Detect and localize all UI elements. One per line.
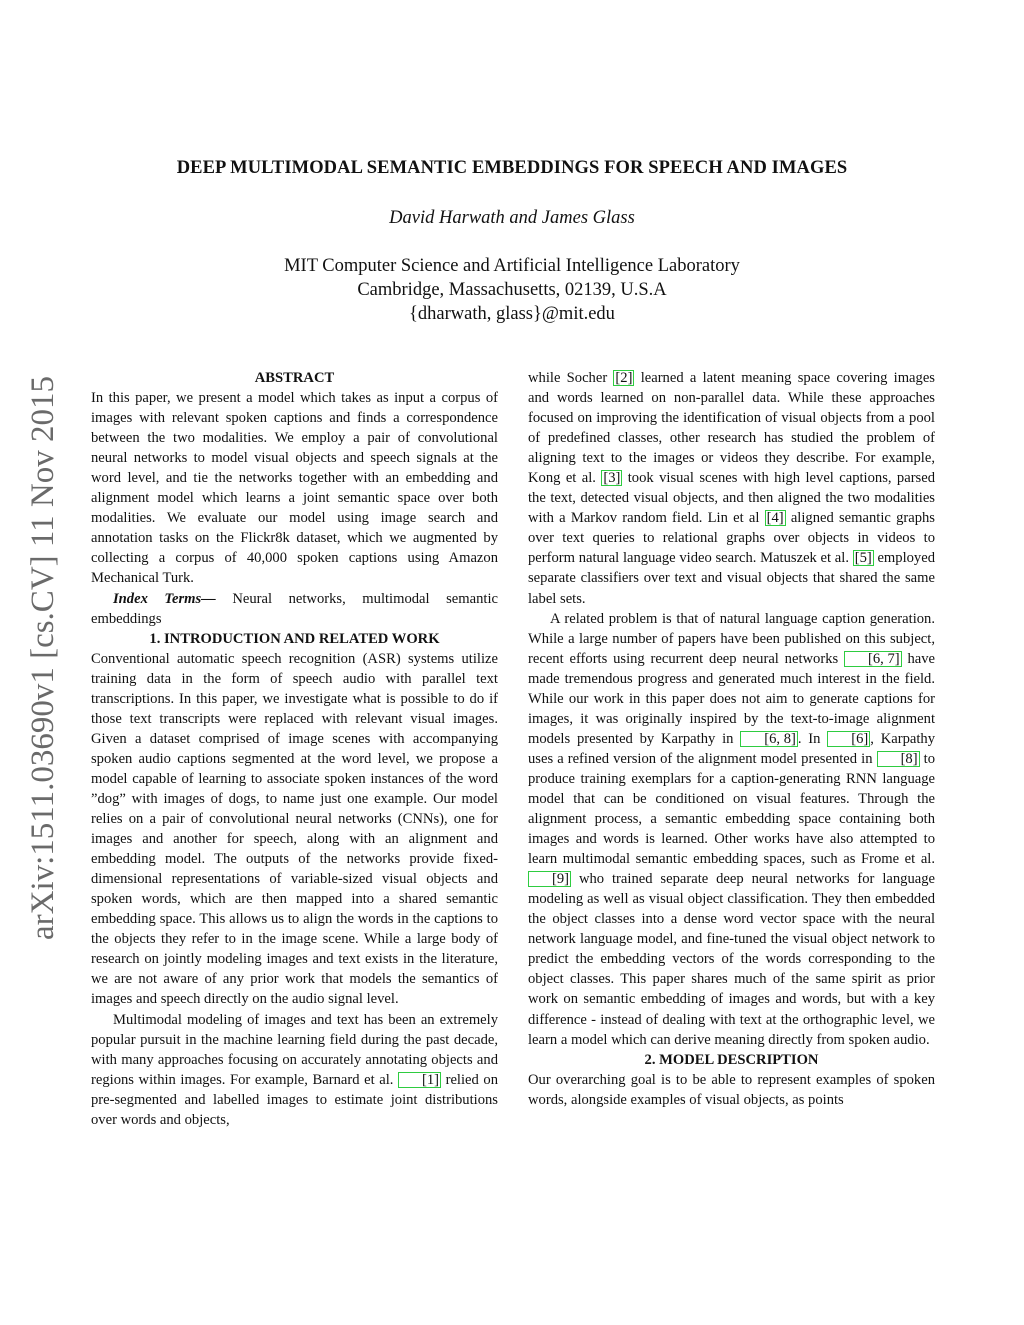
citation-link-2[interactable]: [2] xyxy=(615,370,633,386)
paper-title: DEEP MULTIMODAL SEMANTIC EMBEDDINGS FOR SPEECH AND IMAGES xyxy=(176,158,848,178)
citation-link-9[interactable]: [9] xyxy=(528,871,571,887)
citation-link-6[interactable]: [6] xyxy=(827,731,870,747)
rw-p2-text-c: . In xyxy=(797,730,828,747)
citation-link-1[interactable]: [1] xyxy=(398,1072,441,1088)
intro-p2-text-a: Multimodal modeling of images and text has been an extremely popular pursuit in the machine learning field during the past decade, with many approaches focusing on accurately annotating objects and regions within images. For example, Barnard et al. xyxy=(91,1011,498,1088)
rw-p1-text-c: took visual scenes with high level captions, parsed the text, detected visual objects, and then aligned the two modalities with a Markov random field. Lin et al xyxy=(528,470,936,527)
arxiv-stamp: arXiv:1511.03690v1 [cs.CV] 11 Nov 2015 xyxy=(25,376,61,940)
citation-link-8[interactable]: [8] xyxy=(877,751,920,767)
model-paragraph-1: Our overarching goal is to be able to represent examples of spoken words, alongside examples of visual objects, as points xyxy=(528,1071,935,1108)
citation-link-5[interactable]: [5] xyxy=(854,550,872,567)
index-terms xyxy=(91,589,498,629)
rw-p1-text-a: while Socher xyxy=(528,370,614,386)
affiliation-lab: MIT Computer Science and Artificial Intelligence Laboratory xyxy=(284,256,740,276)
intro-heading: 1. INTRODUCTION AND RELATED WORK xyxy=(149,630,440,647)
citation-link-6-8[interactable]: [6, 8] xyxy=(740,731,798,747)
affiliation-block xyxy=(0,254,1024,326)
rw-p2-text-f: who trained separate deep neural networks for language modeling as well as visual object classification. They then embedded the object classes into a dense word vector space with the neural network language model, and fine-tuned the visual object network to predict the embedding vectors of the words corresponding to the object classes. This paper shares much of the same spirit as prior work on semantic embedding of images and words, but with a key difference - instead of dealing with text at the orthographic level, we learn a model which can derive meaning directly from spoken audio. xyxy=(528,871,935,1048)
abstract-heading: ABSTRACT xyxy=(254,370,335,386)
related-work-paragraph-2 xyxy=(528,609,935,1050)
rw-p2-text-b: have made tremendous progress and generated much interest in the field. While our work in this paper does not aim to generate captions for images, it was originally inspired by the text-to-image alignment models presented by Karpathy in xyxy=(528,650,935,747)
intro-p2-text-b: relied on pre-segmented and labelled images to estimate joint distributions over words and objects, xyxy=(91,1071,498,1128)
left-column xyxy=(91,368,498,1130)
rw-p2-text-a: A related problem is that of natural language caption generation. While a large number of papers have been published on this subject, recent efforts using recurrent deep neural networks xyxy=(528,610,935,667)
affiliation-email: {dharwath, glass}@mit.edu xyxy=(409,304,615,324)
affiliation-location: Cambridge, Massachusetts, 02139, U.S.A xyxy=(357,280,667,300)
citation-link-6-7[interactable]: [6, 7] xyxy=(844,651,902,667)
rw-p2-text-d: , Karpathy uses a refined version of the alignment model presented in xyxy=(528,730,935,767)
right-column xyxy=(528,368,935,1110)
index-terms-label: Index Terms— xyxy=(113,590,216,607)
intro-paragraph-2 xyxy=(91,1010,498,1130)
citation-link-3[interactable]: [3] xyxy=(603,470,621,487)
related-work-paragraph-1 xyxy=(528,368,935,609)
rw-p1-text-e: employed separate classifiers over text and visual objects that shared the same label sets. xyxy=(528,550,935,607)
abstract-text: In this paper, we present a model which takes as input a corpus of images with relevant spoken captions and finds a correspondence between the two modalities. We employ a pair of convolutional neural networks to model visual objects and speech signals at the word level, and tie the networks together with an embedding and alignment model which learns a joint semantic space over both modalities. We evaluate our model using image search and annotation tasks on the Flickr8k dataset, which we augmented by collecting a corpus of 40,000 spoken captions using Amazon Mechanical Turk. xyxy=(91,390,498,587)
model-heading: 2. MODEL DESCRIPTION xyxy=(644,1051,819,1068)
rw-p1-text-d: aligned semantic graphs over text queries to relational graphs over objects in videos to perform natural language video search. Matuszek et al. xyxy=(528,510,935,567)
rw-p2-text-e: to produce training exemplars for a caption-generating RNN language model that can be conditioned on visual features. Through the alignment process, a semantic embedding space containing both images and words is learned. Other works have also attempted to learn multimodal semantic embedding spaces, such as Frome et al. xyxy=(528,750,936,868)
citation-link-4[interactable]: [4] xyxy=(766,510,784,527)
index-terms-text: Neural networks, multimodal semantic embeddings xyxy=(91,590,499,627)
paper-authors: David Harwath and James Glass xyxy=(389,208,635,228)
intro-paragraph-1: Conventional automatic speech recognition (ASR) systems utilize training data in the form of speech audio with parallel text transcriptions. In this paper, we investigate what is possible to do if those text transcripts were replaced with relevant visual images. Given a dataset comprised of image scenes with accompanying spoken audio captions segmented at the word level, we propose a model capable of learning to associate spoken instances of the word ”dog” with images of dogs, to name just one example. Our model relies on a pair of convolutional neural networks (CNNs), one for images and another for speech, along with an alignment and embedding model. The outputs of the networks provide fixed-dimensional representations of variable-sized visual objects and spoken words, which are then mapped into a shared semantic embedding space. This allows us to align the words in the captions to the objects they refer to in the image scene. While a large body of research on jointly modeling images and text exists in the literature, we are not aware of any prior work that models the semantics of images and speech directly on the audio signal level. xyxy=(91,650,498,1008)
rw-p1-text-b: learned a latent meaning space covering images and words learned on non-parallel data. While these approaches focused on improving the identification of visual objects from a pool of predefined classes, other research has studied the problem of aligning text to the images or videos they describe. For example, Kong et al. xyxy=(528,370,935,487)
